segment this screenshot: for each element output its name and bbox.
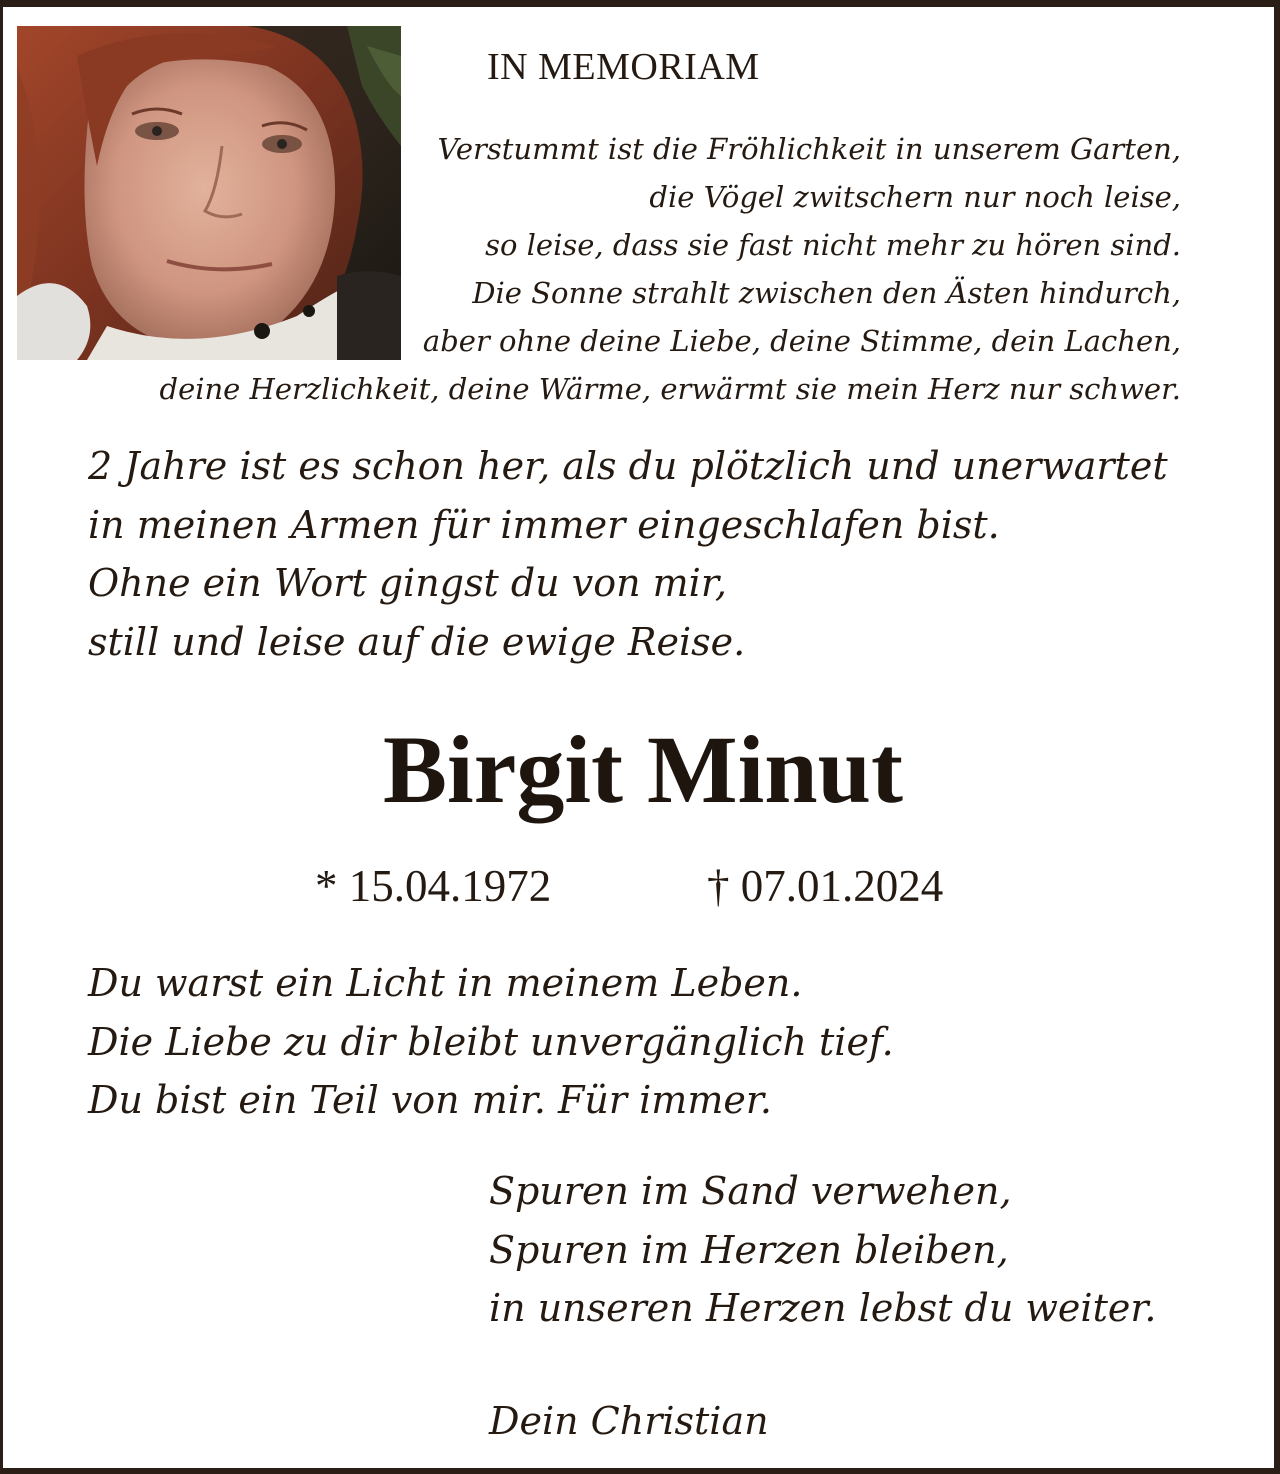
intro-line: in meinen Armen für immer eingeschlafen bist. bbox=[88, 502, 1000, 547]
death-date: † 07.01.2024 bbox=[707, 861, 944, 911]
poem-line: Die Sonne strahlt zwischen den Ästen hindurch, bbox=[472, 276, 1181, 310]
birth-date: * 15.04.1972 bbox=[315, 861, 552, 911]
closing-text bbox=[88, 954, 894, 1130]
poem-line: deine Herzlichkeit, deine Wärme, erwärmt sie mein Herz nur schwer. bbox=[159, 372, 1181, 406]
intro-text bbox=[88, 437, 1168, 671]
intro-line: still und leise auf die ewige Reise. bbox=[88, 619, 746, 664]
poem-line: Verstummt ist die Fröhlichkeit in unserem Garten, bbox=[437, 132, 1181, 166]
poem-line: die Vögel zwitschern nur noch leise, bbox=[649, 180, 1181, 214]
memorial-heading: IN MEMORIAM bbox=[487, 46, 760, 88]
verse-line: Spuren im Herzen bleiben, bbox=[489, 1227, 1009, 1272]
opening-poem bbox=[81, 125, 1181, 413]
closing-line: Du bist ein Teil von mir. Für immer. bbox=[88, 1078, 772, 1122]
closing-line: Die Liebe zu dir bleibt unvergänglich tief. bbox=[88, 1019, 894, 1064]
deceased-name: Birgit Minut bbox=[383, 716, 903, 823]
poem-line: aber ohne deine Liebe, deine Stimme, dein Lachen, bbox=[422, 324, 1181, 358]
intro-line: 2 Jahre ist es schon her, als du plötzlich und unerwartet bbox=[88, 444, 1168, 488]
poem-line: so leise, dass sie fast nicht mehr zu hören sind. bbox=[485, 228, 1181, 262]
signature: Dein Christian bbox=[489, 1399, 769, 1443]
verse-line: Spuren im Sand verwehen, bbox=[489, 1169, 1012, 1213]
intro-line: Ohne ein Wort gingst du von mir, bbox=[88, 561, 727, 605]
closing-line: Du warst ein Licht in meinem Leben. bbox=[88, 961, 803, 1005]
closing-verse bbox=[489, 1162, 1156, 1338]
verse-line: in unseren Herzen lebst du weiter. bbox=[489, 1286, 1157, 1330]
